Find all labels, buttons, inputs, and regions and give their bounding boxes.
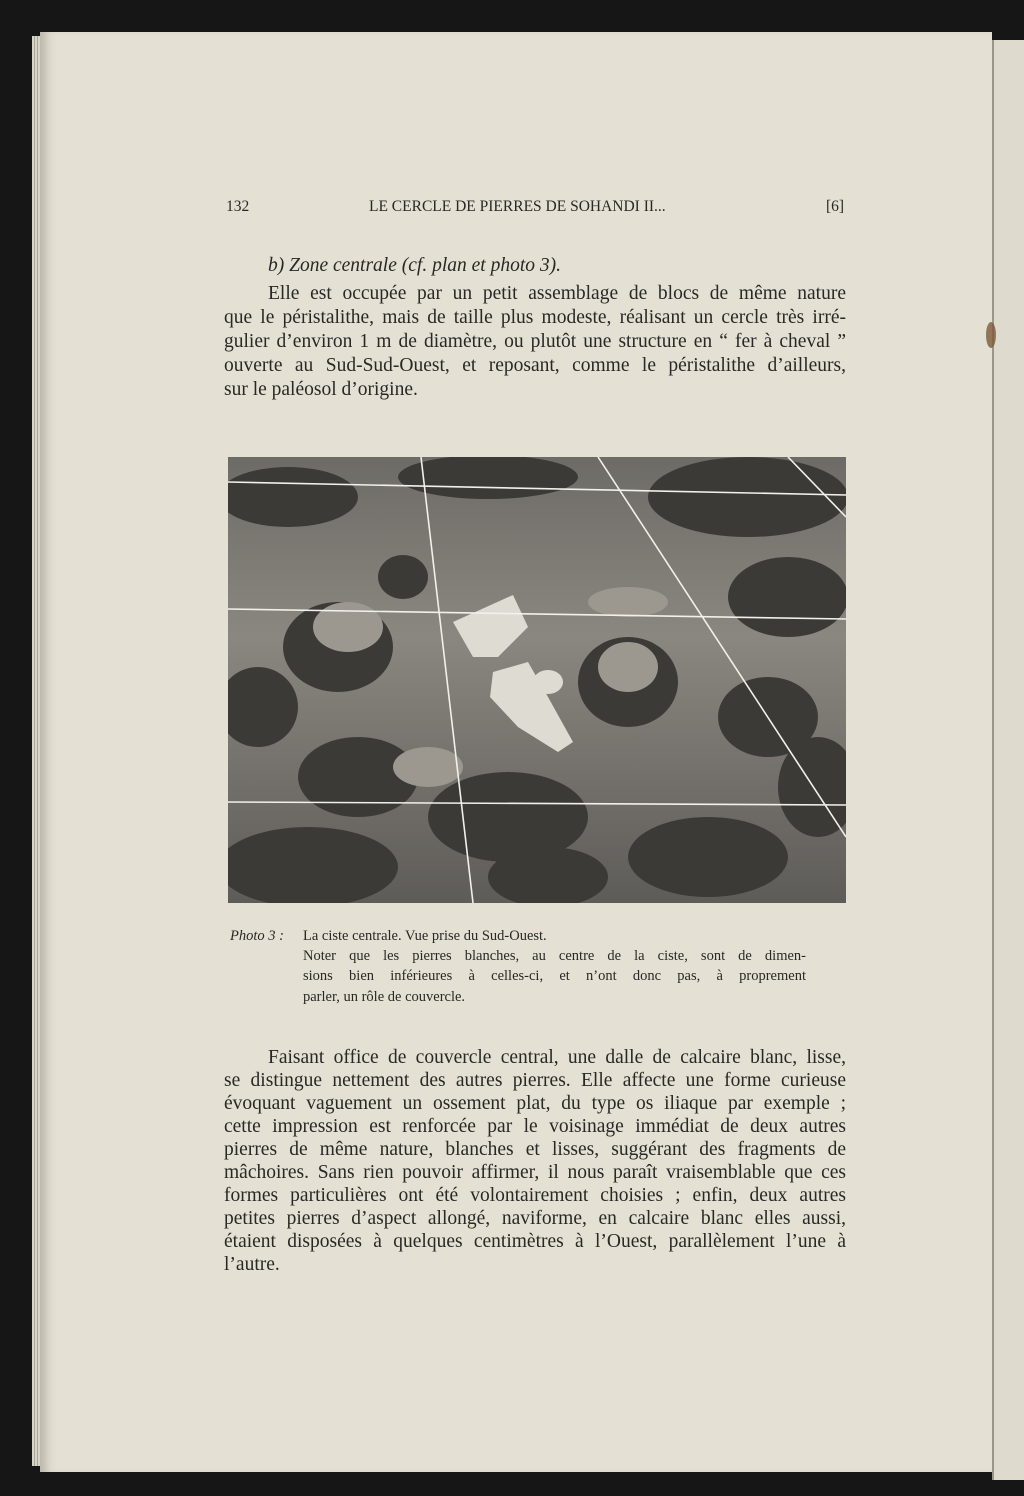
running-title: LE CERCLE DE PIERRES DE SOHANDI II... — [369, 198, 666, 215]
caption-line: La ciste centrale. Vue prise du Sud-Ouest. — [303, 928, 547, 944]
caption-line: Noter que les pierres blanches, au centre de la ciste, sont de dimen- — [303, 948, 806, 964]
text-line: gulier d’environ 1 m de diamètre, ou plutôt une structure en “ fer à cheval ” — [224, 331, 846, 352]
text-line: se distingue nettement des autres pierres. Elle affecte une forme curieuse — [224, 1070, 846, 1091]
text-line: sur le paléosol d’origine. — [224, 379, 418, 400]
text-line: formes particulières ont été volontairement choisies ; enfin, deux autres — [224, 1185, 846, 1206]
caption-line: sions bien inférieures à celles-ci, et n’ont donc pas, à proprement — [303, 968, 806, 984]
section-heading: b) Zone centrale (cf. plan et photo 3). — [268, 255, 561, 276]
facing-page-edge — [992, 40, 1024, 1480]
caption-line: parler, un rôle de couvercle. — [303, 989, 466, 1005]
text-line: petites pierres d’aspect allongé, naviforme, en calcaire blanc elles aussi, — [224, 1208, 846, 1229]
paper-stain — [986, 322, 996, 348]
text-line: Elle est occupée par un petit assemblage de blocs de même nature — [268, 283, 846, 304]
text-line: Faisant office de couvercle central, une dalle de calcaire blanc, lisse, — [268, 1047, 846, 1068]
text-line: que le péristalithe, mais de taille plus modeste, réalisant un cercle très irré- — [224, 307, 846, 328]
page-number: 132 — [226, 198, 250, 215]
section-ref: [6] — [826, 198, 845, 215]
text-line: ouverte au Sud-Sud-Ouest, et reposant, comme le péristalithe d’ailleurs, — [224, 355, 846, 376]
text-line: l’autre. — [224, 1254, 280, 1275]
text-line: évoquant vaguement un ossement plat, du type os iliaque par exemple ; — [224, 1093, 846, 1114]
text-line: mâchoires. Sans rien pouvoir affirmer, il nous paraît vraisemblable que ces — [224, 1162, 846, 1183]
text-line: cette impression est renforcée par le voisinage immédiat de deux autres — [224, 1116, 846, 1137]
text-line: étaient disposées à quelques centimètres à l’Ouest, parallèlement l’une à — [224, 1231, 846, 1252]
text-line: pierres de même nature, blanches et lisses, suggérant des fragments de — [224, 1139, 846, 1160]
caption-label: Photo 3 : — [230, 928, 284, 944]
excavation-photo — [228, 457, 846, 903]
